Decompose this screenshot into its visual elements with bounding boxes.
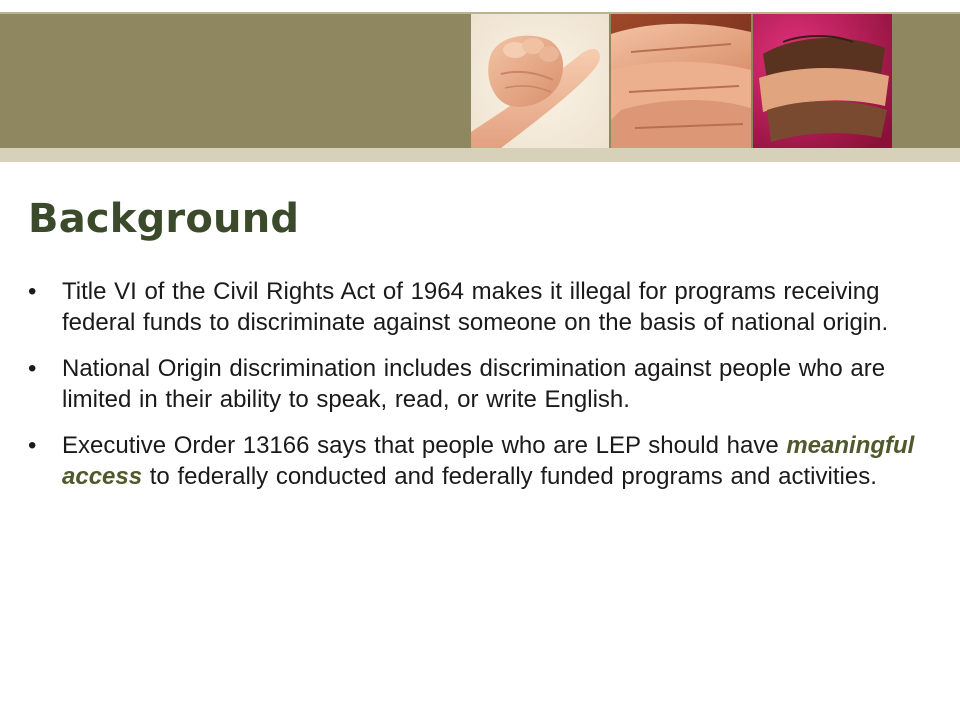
baby-hand-grasping-finger-photo	[471, 14, 609, 148]
bullet-text: Title VI of the Civil Rights Act of 1964 makes it illegal for programs receiving federal funds to discriminate against someone on the basis of national origin.	[62, 278, 889, 336]
bullet-dot: •	[28, 432, 37, 459]
bullet-list	[28, 276, 928, 507]
meaningful-access-emphasis: meaningful access	[62, 432, 915, 490]
bullet-dot: •	[28, 278, 37, 305]
stacked-hands-photo	[611, 14, 751, 148]
bullet-item-national-origin	[28, 353, 928, 415]
slide-title: Background	[28, 196, 300, 242]
bullet-item-title-vi	[28, 276, 928, 338]
bullet-dot: •	[28, 355, 37, 382]
bullet-text: National Origin discrimination includes discrimination against people who are limited in their ability to speak, read, or write English.	[62, 355, 886, 413]
bullet-text-after: to federally conducted and federally funded programs and activities.	[142, 463, 877, 490]
bullet-item-executive-order	[28, 430, 928, 492]
banner-base-strip	[0, 148, 960, 162]
bullet-text-before: Executive Order 13166 says that people who are LEP should have	[62, 432, 787, 459]
clasped-hands-photo	[753, 14, 892, 148]
